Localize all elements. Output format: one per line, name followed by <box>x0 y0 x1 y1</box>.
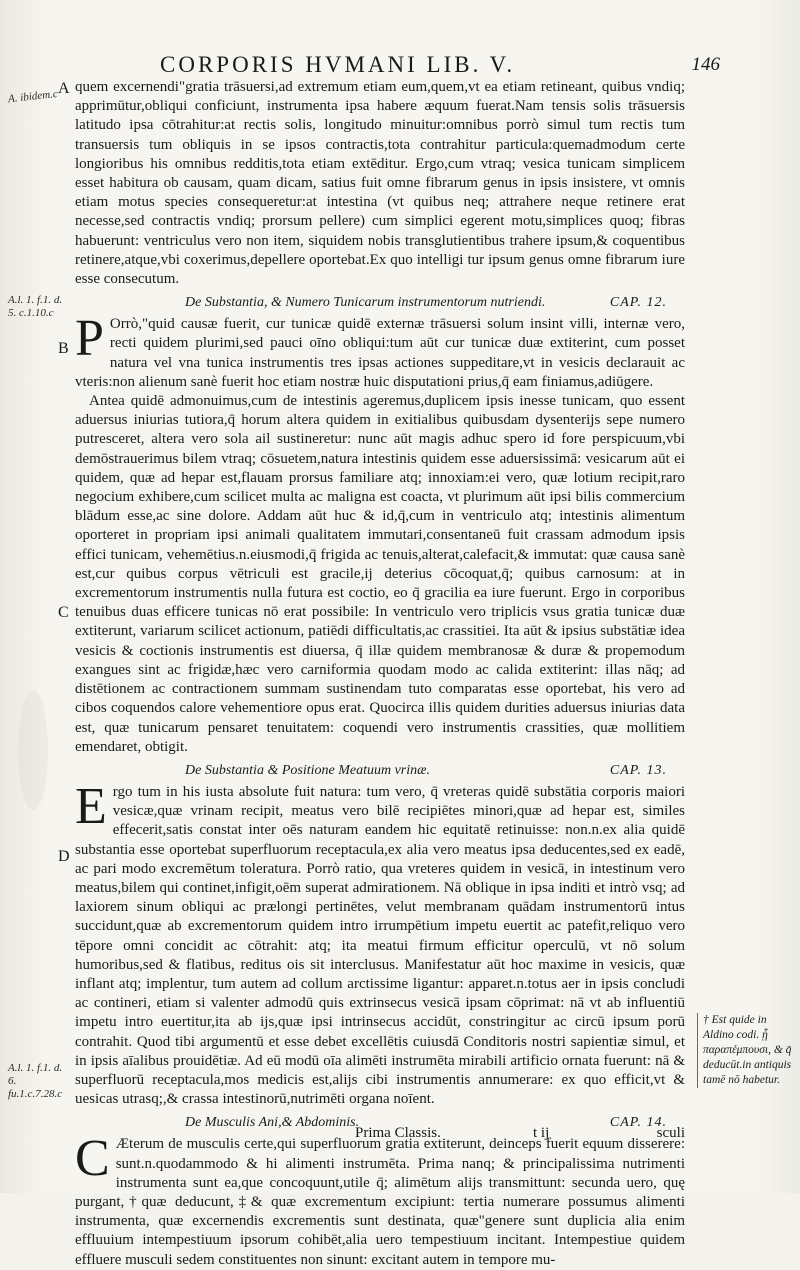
chapter-number-14: CAP. 14. <box>609 1115 667 1131</box>
footer-catchword-left: Prima Classis. <box>355 1125 441 1141</box>
footer-signature: t ij <box>533 1125 550 1141</box>
chapter-number-13: CAP. 13. <box>609 762 667 778</box>
running-head <box>160 52 720 78</box>
letter-mark-d: D <box>58 848 70 865</box>
letter-mark-a: A <box>58 80 70 97</box>
page-footer <box>75 1125 685 1145</box>
side-note: † Est quide in Aldino codi. ᾗ παραπέμπουσι, & q̄ deducūt.in antiquis tamē nō habetur. <box>697 1013 799 1088</box>
dropcap-p: P <box>75 310 104 368</box>
margin-note-b: A.l. 1. f.1. d. 5. c.1.10.c <box>8 294 63 319</box>
paragraph-3: Antea quidē admonuimus,cum de intestinis ageremus,duplicem ipsis inesse tunicam, quo essent aduersus iniurias tutiora,q̄ horum altera quidem in exitialibus quibusdam dysenterijs sepe numero putresceret, altera vero sola ail sustineretur: nunc aūt magis adhuc spero id fore perspicuum,vbi demōstrauerimus bilem vtraq; cōsuetem,natura intestinis quidem esse aduersissimā: vesicarum aūt ei quidem, quæ ad hepar est,flauam prorsus familiare atq; innoxiam:ei vero, quæ lotium recipit,raro negocium exhibere,cum scilicet multa ac maligna est coacta, vt plurimum aūt ipsi bilis commercium blādum esse,ac sine dolore. Addam aūt huc & id,q̄,cum in ventriculo atq; intestinis alimentum oporteret in propriam ipsi animali qualitatem immutari,consentaneū fuit crassam admodum ipsis effici tunicam, vehemētius.n.eiusmodi,q̄ frigida ac tenuis,alterat,calefacit,& immutat: quæ causa sanè est,cur quibus corpus vētriculi est gracile,ij deterius cōcoquat,q̄; quibus carnosum: at in excrementorum instrumentis nulla futura est coctio, eo q̄ gracilia ea iure fuerunt. Ergo in corporibus tenuibus duas efficere tunicas nō erat possibile: In ventriculo vero triplicis vsus gratia tunicæ duæ extiterunt, variarum scilicet actionum, patiēdi difficultatis,ac crassitiei. Ita aūt & ipsius substātiæ idea vesicis & coctionis instrumentis est diuersa, q̄ illæ quidem membranosæ & duræ & propemodum exangues sint ac frigidæ,hæc vero carniformia quodam modo ac calida extiterint: illas nāq; ad distētionem ac contractionem summam sustinendam tuto comparatas esse oportebat, his vero ad cibos coquendos calore vehementiore opus erat. Quocirca illis quidem durities aduersus iniurias data est, quæ tunicarum pensaret tenuitatem: coquendi vero instrumentis crassities, quæ mollitiem emendaret, obtigit. <box>75 393 685 755</box>
dropcap-e: E <box>75 777 107 835</box>
letter-mark-b: B <box>58 340 69 357</box>
chapter-number-12: CAP. 12. <box>609 295 667 311</box>
dropcap-c: C <box>75 1130 110 1188</box>
paragraph-5-text: Æterum de musculis certe,qui superfluorum gratia extiterunt, deinceps fuerit equum disserere: sunt.n.quodammodo & hi alimenti instrumēta. Prima nanq; & principalissima nutrimenti instrumenta sunt ea,que concoquunt,utile q̄; alimētum alijs transmittunt: secunda uero, quę purgant,†quæ deducunt,‡& quæ excrementum excipiunt: tertia numerare possumus alimenti instrumenta, quæ excernendis excrementis sunt destinata, quæ"genere sunt duplicia alia enim effluuium intempestiuum ipsorum cohibēt,alia uero tempestiuum incitant. Intempestiue quidem effluere musculi sedem constituentes non sinunt: excitant autem in tempore mu- <box>75 1136 685 1268</box>
letter-mark-c: C <box>58 604 69 621</box>
chapter-heading-13 <box>75 761 685 781</box>
running-title: CORPORIS HVMANI LIB. V. <box>160 52 516 77</box>
paragraph-1: quem excernendi"gratia trāsuersi,ad extremum etiam eum,quem,vt ea etiam retineant, quibus vndiq; apprimūtur,obliqui conficiunt, instrumenta ipsa habere æquum fuerat.Nam tensis solis trāsuersis latitudo ipsa cōtrahitur:at rectis solis, longitudo minuitur:omnibus porrò simul tum rectis tum transuersis tum obliquis in se ipsos contractis,tota contrahitur particula:quemadmodum certe longioribus his omnibus redditis,tota etiam extēditur. Ergo,cum vtraq; vesica tunicam simplicem esset habitura ob causam, quam dicam, satius fuit omne fibrarum genus in ipsis insistere, vt omnis etiam motus species consequeretur:at intestina (vt quibus neq; attrahere neque retinere erat necesse,sed contractis vndiq; prorsum pellere) cum simplici egerent motu,simplices quoq; fibras habuerunt: ventriculus vero non item, siquidem nobis transglutientibus trahere ipsum,& coquentibus retinere,atque,vbi coxerimus,depellere oportebat.Ex quo intelligi tur ipsum genus omne fibrarum iure esse consecutum. <box>75 79 685 288</box>
margin-note-a: A. ibidem.c <box>7 88 59 106</box>
page-stain <box>18 690 48 810</box>
main-text <box>75 78 685 1270</box>
footer-catchword-right: sculi <box>656 1125 685 1141</box>
paragraph-4-text: rgo tum in his iusta absolute fuit natura: tum vero, q̄ vreteras quidē substātia corporis maiori vesicæ,quæ vrinam recipit, meatus vero bilē recipiētes minori,quæ ad hepar est, similes effecerit,satis constat inter oēs naturam eandem hic equitatē retinuisse: non.n.ex alia quidē substantia esse oportebat superfluorum receptacula,ex alia vero meatus ipsa deducentes,sed ex eadē, ac pari modo excremētum toleratura. Porrò ratio, qua vreteres quidem in vesicā, in intestinum vero meatus,bilem qui continet,infigit,oēm superat admirationem. Nā oblique in ipsa inditi et intrò vsq; ad laxiorem sinum obliqui ac prælongi pertinētes, velut membranam quādam instrumentorū intus succidunt,quæ ab excrementorum quidem intro irrumpētium impetu euertit ac patefit,reliquo vero tēpore omni concidit ac cōtrahit: atq; ita meatui firmum efficitur operculū, vt nō solum humoribus,sed & flatibus, reditus ois sit interclusus. Manifestatur aūt hoc maxime in vesicis, quæ inflant atq; implentur, tum autem ad collum arctissime ligantur: apparet.n.totus aer in ipsis concludi ac contineri, etiam si valenter admodū quis extrinsecus vesicā ipsam cōprimat: nā vt ab influentiū impetu intro euertitur,ita ab ijs,quæ ipsi intrinsecus accidūt, constringitur ac circū ipsum porū contrahit. Quod tibi argumentū et esse debet excellētis cuiusdā Conditoris nostri sapientiæ simul, et in ipsis aīalibus prouidētiæ. Ad eū modū oīa alimēti instrumēta mirabili artificio ornata fuerunt: nā & superfluorū receptacula,mos medicis est,alijs cibi instrumentis annumerare: ex quo efficit,vt & uesicas utrasq;,& crassa intestinorū,nutrimēti organa noīent. <box>75 783 685 1108</box>
margin-note-c: A.l. 1. f.1. d. 6. fu.1.c.7.28.c <box>8 1062 63 1100</box>
chapter-title-12: De Substantia, & Numero Tunicarum instrumentorum nutriendi. <box>185 295 546 311</box>
paragraph-2 <box>75 310 685 392</box>
chapter-title-14: De Musculis Ani,& Abdominis. <box>185 1115 360 1131</box>
paragraph-2-text: Orrò,"quid causæ fuerit, cur tunicæ quidē externæ trāsuersi solum insint villi, internæ vero, recti quidem plurimi,sed pauci oīno obliqui:tum aūt cur tunicæ duæ extiterint, cum posset natura vel vna tunica instrumentis tres ipsas actiones suppeditare,vt in vesicis declarauit ac vteris:non alienum sanè fuerit hoc etiam nostræ huic disputationi prius,q̄ eam finiamus,adiūgere. <box>75 316 685 390</box>
paragraph-4 <box>75 777 685 1109</box>
chapter-heading-12 <box>75 293 685 313</box>
page-number: 146 <box>691 54 720 75</box>
chapter-title-13: De Substantia & Positione Meatuum vrinæ. <box>185 762 430 778</box>
